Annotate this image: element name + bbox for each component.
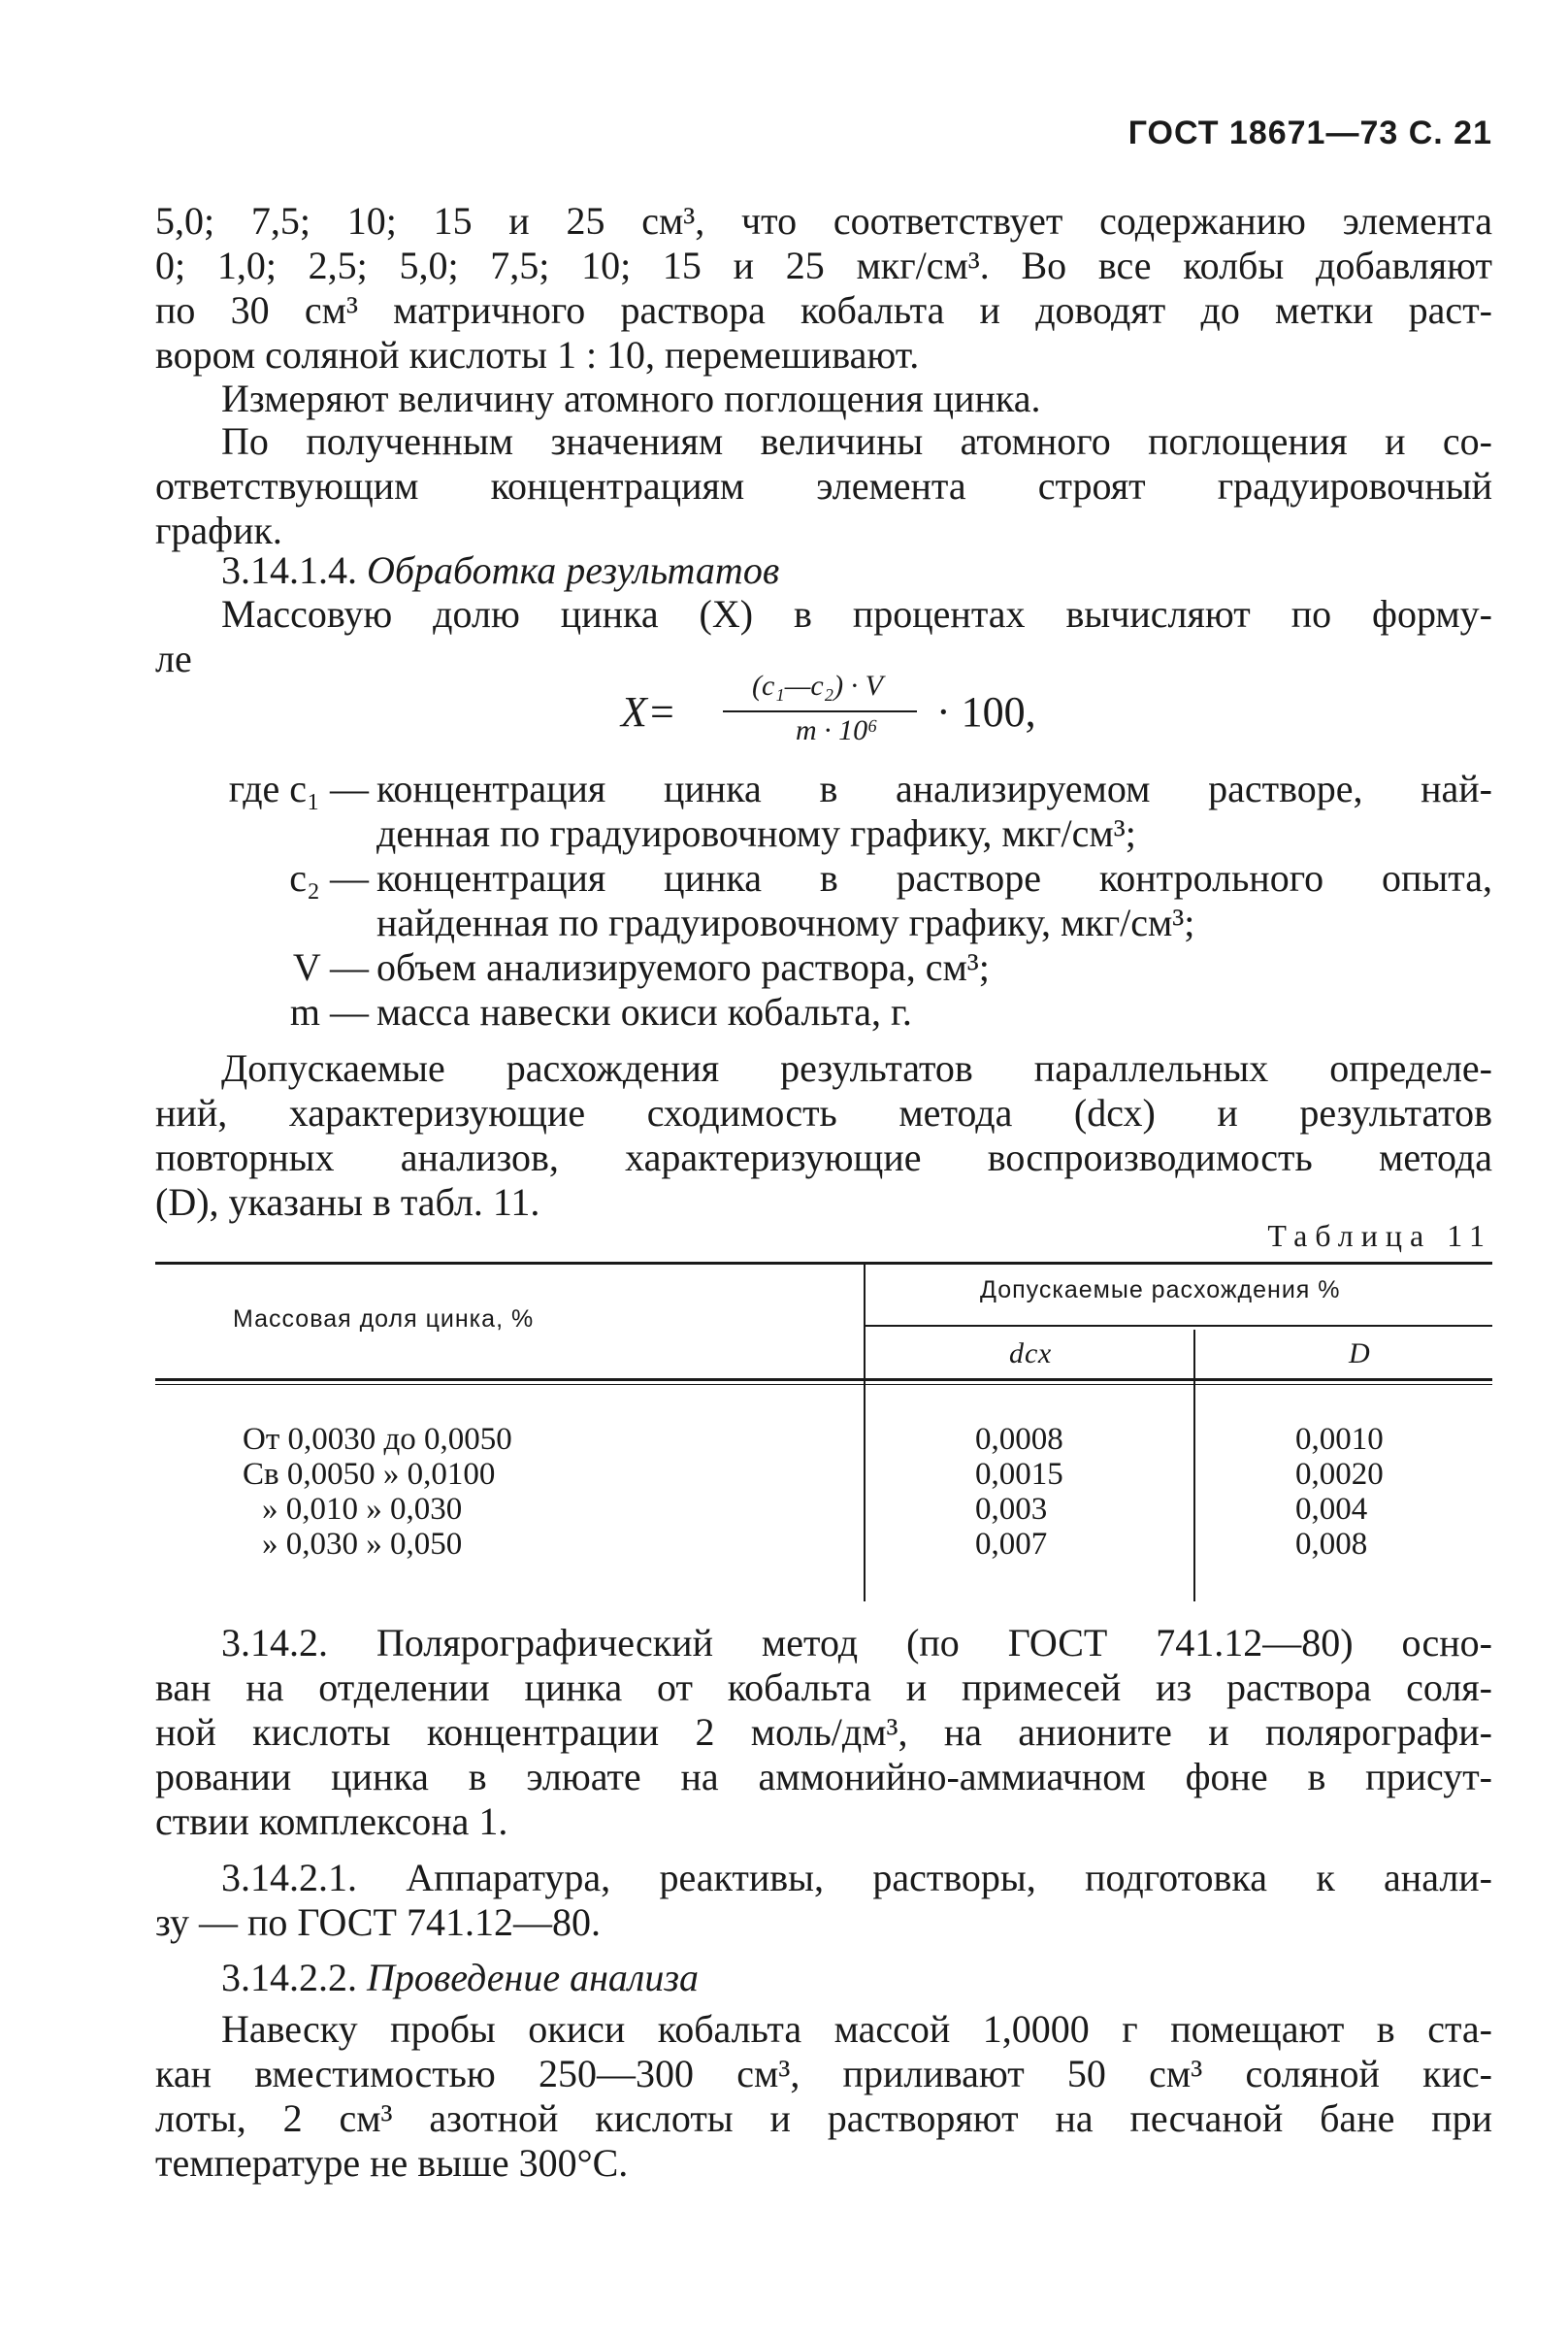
definition-item — [155, 767, 1492, 856]
header-bottom-rule — [155, 1378, 1492, 1381]
group-header-rule — [864, 1325, 1492, 1327]
table-cell-d: 0,0010 — [1295, 1422, 1384, 1457]
text-line: зу — по ГОСТ 741.12—80. — [155, 1900, 601, 1944]
text-line: 5,0; 7,5; 10; 15 и 25 см³, что соответствует содержанию элемента — [155, 199, 1492, 243]
text-line: По полученным значениям величины атомного поглощения и со- — [221, 419, 1492, 463]
definition-text: масса навески окиси кобальта, г. — [376, 990, 912, 1034]
table-row-range: » 0,010 » 0,030 — [262, 1492, 463, 1527]
definition-item — [155, 945, 1492, 990]
text-line: лоты, 2 см³ азотной кислоты и растворяют на песчаной бане при — [155, 2096, 1492, 2140]
paragraph-polarographic — [155, 1621, 1492, 1844]
definition-symbol: c₂ — — [289, 856, 369, 900]
text-line: ствии комплексона 1. — [155, 1799, 508, 1843]
section-number: 3.14.2.2. — [221, 1956, 357, 1999]
formula-tail: · 100, — [936, 688, 1036, 736]
text-line: ной кислоты концентрации 2 моль/дм³, на анионите и полярографи- — [155, 1710, 1492, 1754]
definition-text: найденная по градуировочному графику, мкг/см³; — [376, 901, 1195, 944]
table-cell-dcx: 0,0008 — [975, 1422, 1063, 1457]
definition-item — [155, 990, 1492, 1035]
definition-text: концентрация цинка в анализируемом растворе, най- — [376, 767, 1492, 810]
paragraph-calibration — [155, 199, 1492, 378]
text-line: 3.14.2. Полярографический метод (по ГОСТ 741.12—80) осно- — [221, 1621, 1492, 1664]
definition-symbol: где c₁ — — [228, 767, 369, 810]
paragraph-apparatus — [155, 1856, 1492, 1945]
definition-symbol: m — — [289, 990, 369, 1034]
definition-item — [155, 856, 1492, 945]
column-header-group: Допускаемые расхождения % — [980, 1276, 1341, 1303]
definition-symbol: V — — [292, 945, 369, 989]
section-title: Проведение анализа — [367, 1956, 699, 1999]
definition-text: объем анализируемого раствора, см³; — [376, 945, 990, 989]
paragraph-formula-intro — [155, 592, 1492, 681]
text-line: повторных анализов, характеризующие воспроизводимость метода — [155, 1136, 1492, 1179]
page-header: ГОСТ 18671—73 С. 21 — [1127, 115, 1492, 151]
definitions-list — [155, 767, 1492, 1035]
column-header-d: D — [1349, 1337, 1371, 1369]
text-line: ответствующим концентрациям элемента строят градуировочный — [155, 464, 1492, 508]
table-top-rule — [155, 1262, 1492, 1265]
text-line: температуре не выше 300°С. — [155, 2141, 629, 2185]
text-line: кан вместимостью 250—300 см³, приливают 50 см³ соляной кис- — [155, 2052, 1492, 2095]
text-line: (D), указаны в табл. 11. — [155, 1180, 540, 1224]
table-cell-dcx: 0,003 — [975, 1492, 1048, 1527]
section-heading — [155, 548, 1492, 593]
table-cell-dcx: 0,007 — [975, 1527, 1048, 1562]
text-line: ле — [155, 637, 192, 680]
table-cell-d: 0,004 — [1295, 1492, 1368, 1527]
text-line: ван на отделении цинка от кобальта и примесей из раствора соля- — [155, 1665, 1492, 1709]
text-line: график. — [155, 509, 282, 552]
table-caption: Таблица 11 — [1267, 1218, 1492, 1253]
text-line: 0; 1,0; 2,5; 5,0; 7,5; 10; 15 и 25 мкг/см³. Во все колбы добавляют — [155, 244, 1492, 287]
definition-text: концентрация цинка в растворе контрольного опыта, — [376, 856, 1492, 900]
text-line: по 30 см³ матричного раствора кобальта и доводят до метки раст- — [155, 288, 1492, 332]
text-line: ний, характеризующие сходимость метода (dсх) и результатов — [155, 1091, 1492, 1135]
formula-denominator: m · 10⁶ — [796, 714, 878, 746]
formula — [621, 670, 1067, 747]
text-line: Измеряют величину атомного поглощения цинка. — [221, 377, 1041, 420]
table-divider — [864, 1262, 866, 1601]
text-line: Допускаемые расхождения результатов параллельных определе- — [221, 1046, 1492, 1090]
formula-equals: = — [650, 688, 674, 736]
table-cell-d: 0,0020 — [1295, 1457, 1384, 1492]
formula-numerator: (c₁—c₂) · V — [752, 670, 883, 702]
text-line: вором соляной кислоты 1 : 10, перемешивают. — [155, 333, 920, 377]
table-divider — [1193, 1330, 1195, 1601]
table-row-range: Св 0,0050 » 0,0100 — [243, 1457, 496, 1492]
paragraph-graph — [155, 419, 1492, 553]
paragraph-tolerances — [155, 1046, 1492, 1225]
text-line: Навеску пробы окиси кобальта массой 1,0000 г помещают в ста- — [221, 2007, 1492, 2051]
section-title: Обработка результатов — [367, 548, 780, 592]
table-cell-d: 0,008 — [1295, 1527, 1368, 1562]
formula-lhs: X — [621, 688, 647, 736]
column-header-content: Массовая доля цинка, % — [233, 1305, 535, 1333]
paragraph-analysis — [155, 2007, 1492, 2186]
section-number: 3.14.1.4. — [221, 548, 357, 592]
paragraph-measure — [155, 377, 1492, 421]
table-row-range: От 0,0030 до 0,0050 — [243, 1422, 512, 1457]
text-line: 3.14.2.1. Аппаратура, реактивы, растворы, подготовка к анали- — [221, 1856, 1492, 1899]
definition-text: денная по градуировочному графику, мкг/см³; — [376, 811, 1136, 855]
header-bottom-rule — [155, 1384, 1492, 1385]
column-header-dcx: dсх — [1009, 1337, 1053, 1369]
section-heading — [155, 1956, 1492, 2000]
table-row-range: » 0,030 » 0,050 — [262, 1527, 463, 1562]
tolerance-table — [155, 1262, 1492, 1611]
text-line: ровании цинка в элюате на аммонийно-аммиачном фоне в присут- — [155, 1755, 1492, 1798]
table-cell-dcx: 0,0015 — [975, 1457, 1063, 1492]
fraction-bar — [723, 710, 917, 712]
text-line: Массовую долю цинка (X) в процентах вычисляют по форму- — [221, 592, 1492, 636]
